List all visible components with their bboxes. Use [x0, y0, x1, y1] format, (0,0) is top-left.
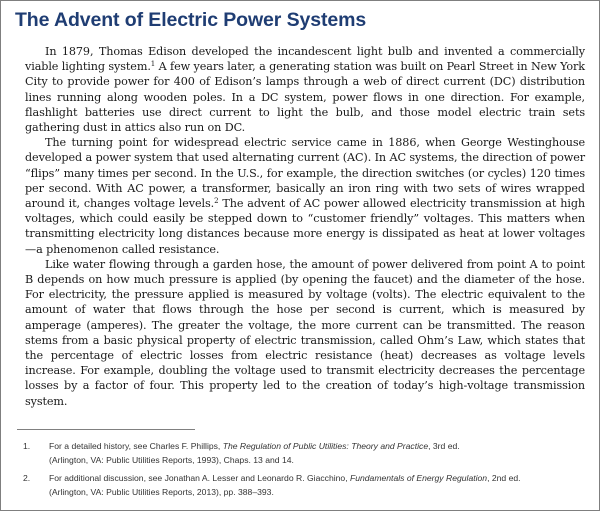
paragraph-text: In 1879, Thomas Edison developed the incandescent light bulb and invented a commercially viable lighting system. [25, 45, 585, 74]
body-text [25, 44, 585, 409]
paragraph-2 [25, 135, 585, 257]
footnote-book-title: The Regulation of Public Utilities: Theory and Practice [222, 441, 429, 451]
paragraph-text: The turning point for widespread electric service came in 1886, when George Westinghouse developed a power system that used alternating current (AC). In AC systems, the direction of power “flips” many times per second. In the U.S., for example, the direction switches (or cycles) 120 times per second. With AC power, a transformer, basically an iron ring with two sets of wires wrapped around it, changes voltage levels. [25, 136, 585, 211]
paragraph-1 [25, 44, 585, 135]
footnote-text: , 2nd ed. [487, 473, 521, 483]
footnote-divider [17, 429, 195, 430]
paragraph-text: The advent of AC power allowed electricity transmission at high voltages, which could easily be stepped down to “customer friendly” voltages. This matters when transmitting electricity long distances because more energy is dissipated as heat at lower voltages—a phenomenon called resistance. [25, 197, 585, 256]
paragraph-text: A few years later, a generating station was built on Pearl Street in New York City to provide power for 400 of Edison’s lamps through a web of direct current (DC) distribution lines running along wooden poles. In a DC system, power flows in one direction. For example, flashlight batteries use direct current to light the bulb, and those model electric train sets gathering dust in attics also run on DC. [25, 60, 585, 135]
footnote-book-title: Fundamentals of Energy Regulation [349, 473, 488, 483]
footnote-line: (Arlington, VA: Public Utilities Reports, 2013), pp. 388–393. [49, 487, 274, 497]
footnote-text: For additional discussion, see Jonathan A. Lesser and Leonardo R. Giacchino, [49, 473, 350, 483]
footnote-1 [23, 439, 579, 467]
footnote-number: 1. [23, 441, 31, 451]
footnote-ref-1[interactable]: 1 [150, 60, 156, 69]
footnote-text: For a detailed history, see Charles F. Phillips, [49, 441, 223, 451]
paragraph-3 [25, 257, 585, 409]
footnote-text: , 3rd ed. [428, 441, 460, 451]
box-title: The Advent of Electric Power Systems [15, 9, 367, 31]
footnote-ref-2[interactable]: 2 [214, 197, 219, 206]
footnote-line [49, 471, 579, 485]
footnotes [23, 439, 579, 503]
footnote-2 [23, 471, 579, 499]
footnote-line: (Arlington, VA: Public Utilities Reports, 1993), Chaps. 13 and 14. [49, 455, 294, 465]
footnote-number: 2. [23, 473, 31, 483]
footnote-line [49, 439, 579, 453]
paragraph-text: Like water flowing through a garden hose, the amount of power delivered from point A to point B depends on how much pressure is applied (by opening the faucet) and the diameter of the hose. For electricity, the pressure applied is measured by voltage (volts). The electric equivalent to the amount of water that flows through the hose per second is current, which is measured by amperage (amperes). The greater the voltage, the more current can be transmitted. The reason stems from a basic physical property of electric transmission, called Ohm’s Law, which states that the percentage of electric losses from electric resistance (heat) decreases as voltage levels increase. For example, doubling the voltage used to transmit electricity decreases the percentage losses by a factor of four. This property led to the creation of today’s high-voltage transmission system. [25, 257, 585, 408]
